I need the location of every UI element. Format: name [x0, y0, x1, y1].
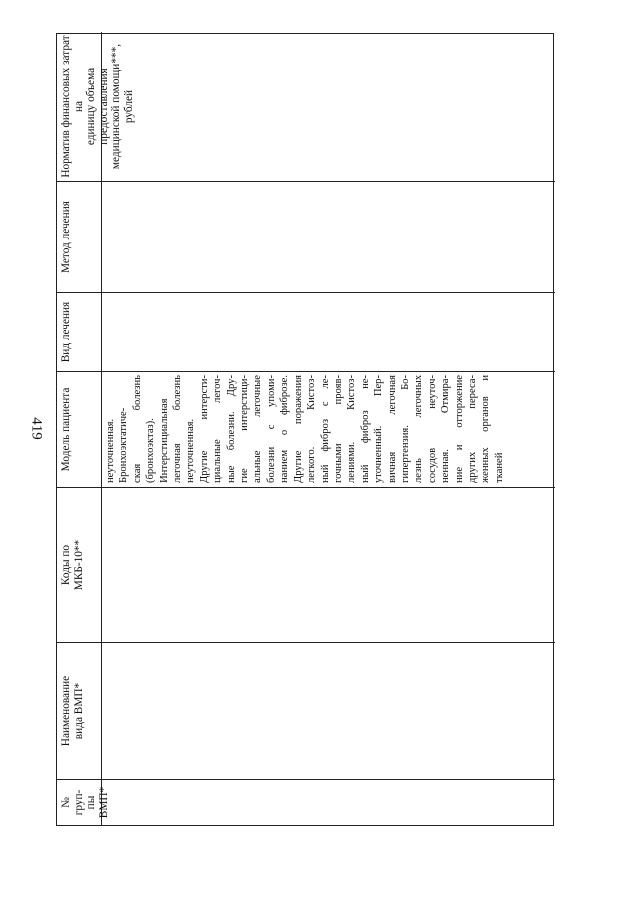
patient-model-line: сосудов неуточ-: [426, 375, 438, 483]
patient-model-line: ненная. Отмира-: [440, 375, 452, 483]
table-body-row: [102, 32, 555, 825]
patient-model-line: женных органов и: [480, 375, 492, 483]
patient-model-line: гие интерстици-: [239, 375, 251, 483]
header-line: № груп-: [60, 789, 85, 816]
patient-model-line: болезни с упоми-: [265, 375, 277, 483]
patient-model-line: гочными прояв-: [332, 375, 344, 483]
header-line: пы: [85, 795, 97, 810]
patient-model-line: ние и отторжение: [453, 375, 465, 483]
cell-patient-model: [102, 371, 555, 487]
cell-treatment-method: [102, 181, 555, 292]
patient-model-text: [102, 372, 555, 487]
patient-model-line: легочная болезнь: [172, 375, 184, 483]
header-icd-codes: [57, 487, 101, 642]
header-line: Вид лечения: [60, 301, 72, 363]
patient-model-line: вичная легочная: [386, 375, 398, 483]
header-line: Метод лечения: [60, 201, 72, 273]
page-number: 419: [28, 417, 45, 440]
patient-model-line: ные болезни. Дру-: [225, 375, 237, 483]
header-vmp-name: [57, 642, 101, 779]
header-line: единицу объема предоставления: [85, 67, 110, 146]
header-line: Наименование: [60, 675, 72, 747]
header-line: медицинской помощи***, рублей: [110, 43, 135, 170]
patient-model-line: легкого. Кистоз-: [306, 375, 318, 483]
header-line: Коды по: [60, 544, 72, 586]
header-treatment-type: [57, 292, 101, 371]
patient-model-line: ный фиброз с ле-: [319, 375, 331, 483]
patient-model-line: ская болезнь: [131, 375, 143, 483]
patient-model-line: Интерстициальная: [158, 398, 170, 483]
patient-model-line: неуточненная.: [185, 418, 197, 483]
header-line: вида ВМП*: [72, 682, 85, 740]
patient-model-line: ный фиброз не-: [359, 375, 371, 483]
patient-model-line: циальные легоч-: [212, 375, 224, 483]
patient-model-line: тканей: [493, 452, 505, 483]
header-line: Модель пациента: [60, 387, 72, 472]
patient-model-line: лениями. Кистоз-: [346, 375, 358, 483]
header-patient-model: [57, 371, 101, 487]
patient-model-line: Другие поражения: [292, 375, 304, 483]
patient-model-line: лезнь легочных: [413, 375, 425, 483]
patient-model-line: нанием о фиброзе.: [279, 375, 291, 483]
table-frame: [56, 33, 554, 826]
header-treatment-method: [57, 181, 101, 292]
patient-model-line: неуточненная.: [105, 418, 116, 483]
patient-model-line: альные легочные: [252, 375, 264, 483]
cell-icd-codes: [102, 487, 555, 642]
header-group-number: [57, 779, 110, 825]
cell-group-number: [102, 779, 555, 825]
patient-model-line: уточненный. Пер-: [373, 375, 385, 483]
patient-model-line: других переса-: [466, 375, 478, 483]
cell-cost-standard: [102, 32, 555, 181]
patient-model-line: гипертензия. Бо-: [399, 375, 411, 483]
vmp-table: [56, 33, 554, 826]
patient-model-line: Другие интерсти-: [198, 375, 210, 483]
cell-vmp-name: [102, 642, 555, 779]
header-cost-standard: [57, 32, 135, 181]
header-line: ВМП*: [97, 786, 110, 819]
patient-model-line: (бронхоэктаз).: [145, 418, 157, 483]
patient-model-line: Бронхоэктатиче-: [118, 407, 130, 483]
header-line: МКБ-10**: [72, 539, 85, 591]
cell-treatment-type: [102, 292, 555, 371]
header-line: Норматив финансовых затрат на: [60, 35, 85, 178]
